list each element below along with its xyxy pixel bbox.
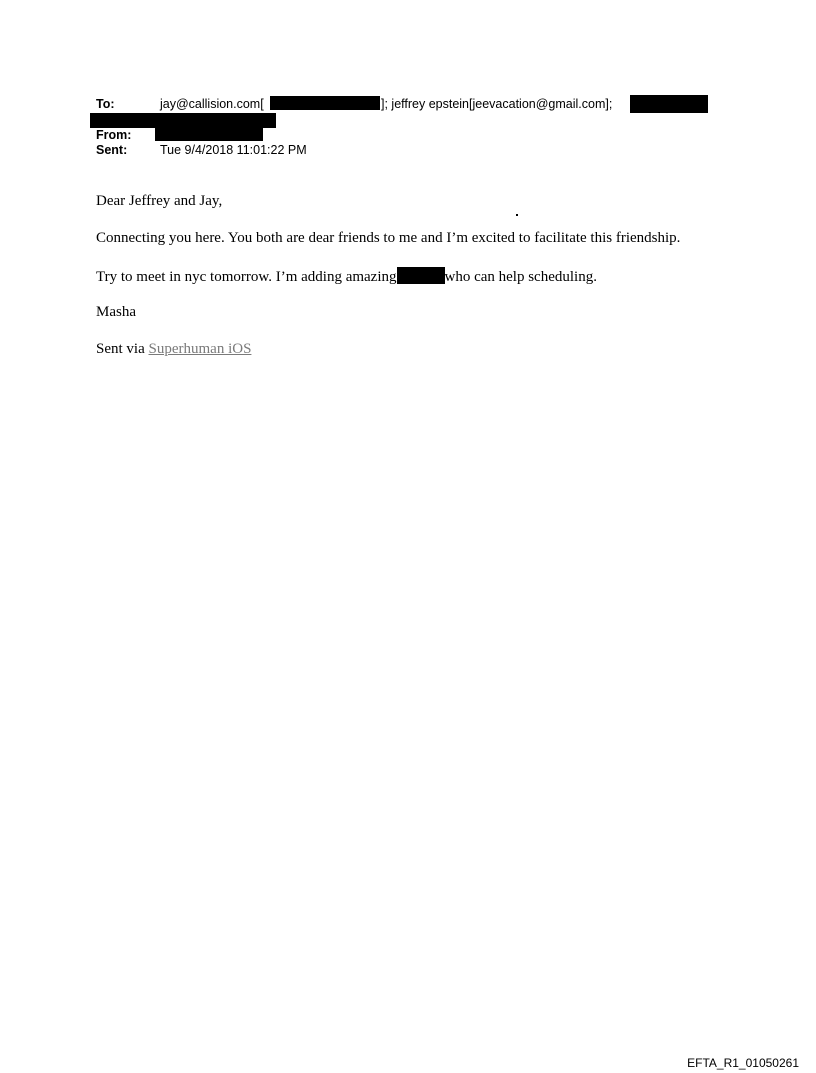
document-id: EFTA_R1_01050261 <box>687 1056 799 1070</box>
body-paragraph-2-start: Try to meet in nyc tomorrow. I’m adding amazing <box>96 269 397 285</box>
redaction-box <box>270 96 380 110</box>
to-recipient-2: ]; jeffrey epstein[jeevacation@gmail.com]; <box>381 97 613 111</box>
to-recipient-1: jay@callision.com[ <box>160 97 264 111</box>
to-label: To: <box>96 97 115 111</box>
stray-mark <box>516 214 518 216</box>
body-paragraph-1: Connecting you here. You both are dear friends to me and I’m excited to facilitate this friendship. <box>96 230 681 246</box>
signature: Masha <box>96 304 136 320</box>
redaction-box <box>630 95 708 113</box>
from-label: From: <box>96 128 132 142</box>
body-paragraph-2-end: who can help scheduling. <box>444 269 597 285</box>
greeting: Dear Jeffrey and Jay, <box>96 193 223 209</box>
sent-timestamp: Tue 9/4/2018 11:01:22 PM <box>160 143 307 157</box>
superhuman-link[interactable]: Superhuman iOS <box>148 341 252 357</box>
redaction-box <box>397 267 445 284</box>
redaction-box <box>155 127 263 141</box>
sent-via-line <box>96 341 251 358</box>
body-paragraph-2 <box>96 267 597 286</box>
sent-via-prefix: Sent via <box>96 341 149 357</box>
email-header <box>0 0 816 170</box>
redaction-box <box>90 113 276 128</box>
sent-label: Sent: <box>96 143 128 157</box>
